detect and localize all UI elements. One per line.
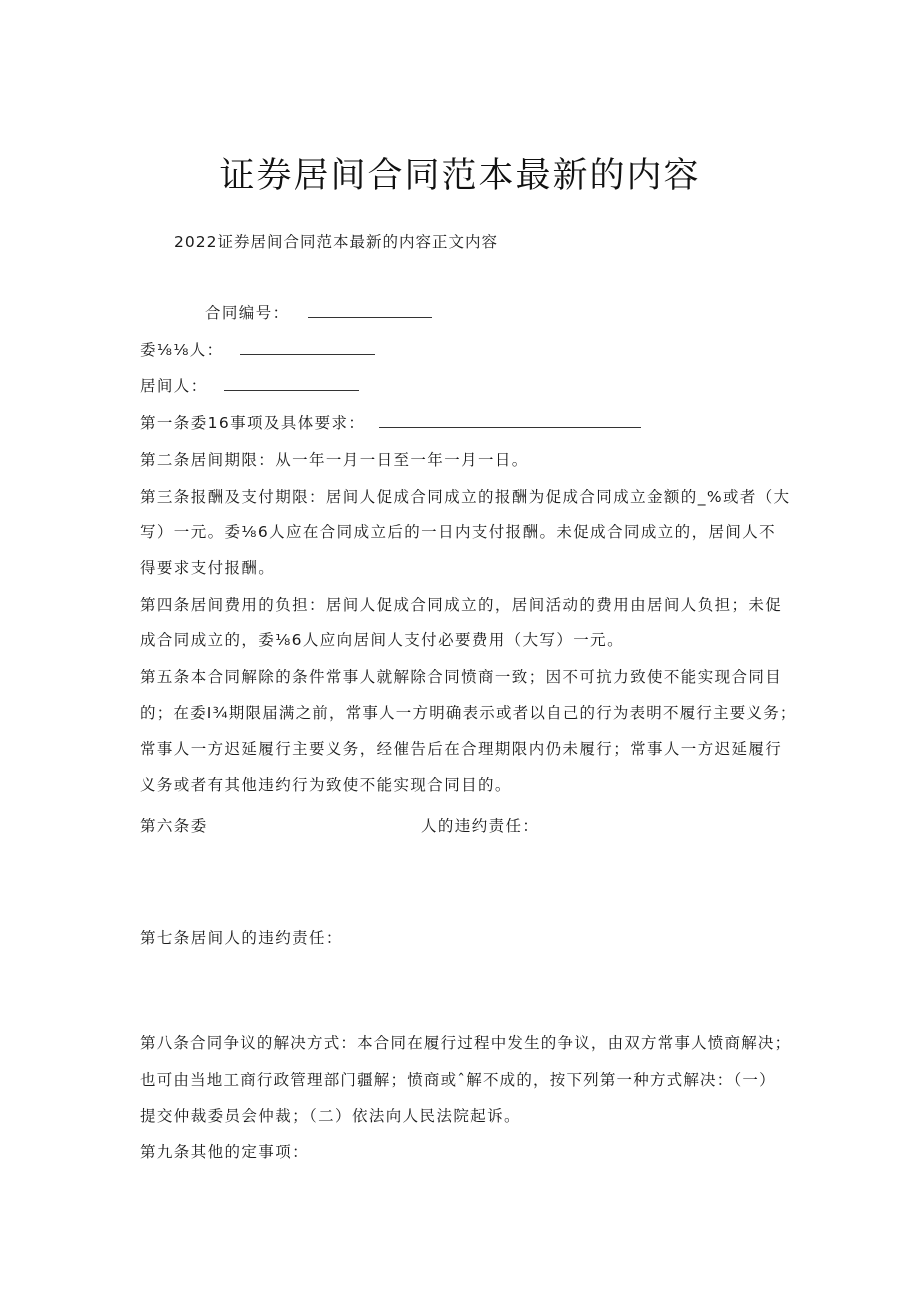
clause-8-line-2: 也可由当地工商行政管理部门疆解；愤商或ˆ解不成的，按下列第一种方式解决：（一） [140, 1071, 776, 1089]
contract-number-label: 合同编号： [205, 304, 290, 322]
clause-5-line-3: 常事人一方迟延履行主要义务，经催告后在合理期限内仍未履行；常事人一方迟延履行 [140, 740, 783, 758]
clause-5-line-2: 的；在委I¾期限届满之前，常事人一方明确表示或者以自己的行为表明不履行主要义务； [140, 704, 797, 722]
clause-3-line-2: 写）一元。委⅛6人应在合同成立后的一日内支付报酬。未促成合同成立的，居间人不 [140, 523, 777, 541]
principal-blank [240, 340, 375, 355]
clause-1 [140, 413, 641, 433]
clause-6-part-b: 人的违约责任： [421, 817, 540, 835]
clause-1-text: 第一条委16事项及具体要求： [140, 414, 366, 432]
clause-1-blank [379, 413, 641, 428]
clause-2: 第二条居间期限：从一年一月一日至一年一月一日。 [140, 451, 529, 469]
contract-number-field [205, 303, 432, 323]
clause-8-line-3: 提交仲裁委员会仲裁；（二）依法向人民法院起诉。 [140, 1107, 521, 1125]
principal-field [140, 340, 375, 360]
clause-5-line-4: 义务或者有其他违约行为致使不能实现合同目的。 [140, 776, 512, 794]
clause-6-part-a: 第六条委 [140, 817, 208, 835]
intermediary-field [140, 376, 359, 396]
document-title: 证券居间合同范本最新的内容 [219, 156, 701, 196]
intermediary-label: 居间人： [140, 377, 208, 395]
clause-9: 第九条其他的定事项： [140, 1143, 310, 1161]
clause-8-line-1: 第八条合同争议的解决方式：本合同在履行过程中发生的争议，由双方常事人愤商解决； [140, 1034, 792, 1052]
clause-4-line-2: 成合同成立的，委⅛6人应向居间人支付必要费用（大写）一元。 [140, 631, 624, 649]
contract-number-blank [308, 303, 432, 318]
clause-7: 第七条居间人的违约责任： [140, 929, 343, 947]
clause-3-line-3: 得要求支付报酬。 [140, 559, 276, 577]
clause-3-line-1: 第三条报酬及支付期限：居间人促成合同成立的报酬为促成合同成立金额的_%或者（大 [140, 488, 791, 506]
clause-4-line-1: 第四条居间费用的负担：居间人促成合同成立的，居间活动的费用由居间人负担；未促 [140, 596, 783, 614]
intermediary-blank [224, 376, 359, 391]
clause-5-line-1: 第五条本合同解除的条件常事人就解除合同愤商一致；因不可抗力致使不能实现合同目 [140, 668, 783, 686]
principal-label: 委⅛⅛人： [140, 341, 224, 359]
subtitle: 2022证券居间合同范本最新的内容正文内容 [174, 233, 498, 251]
